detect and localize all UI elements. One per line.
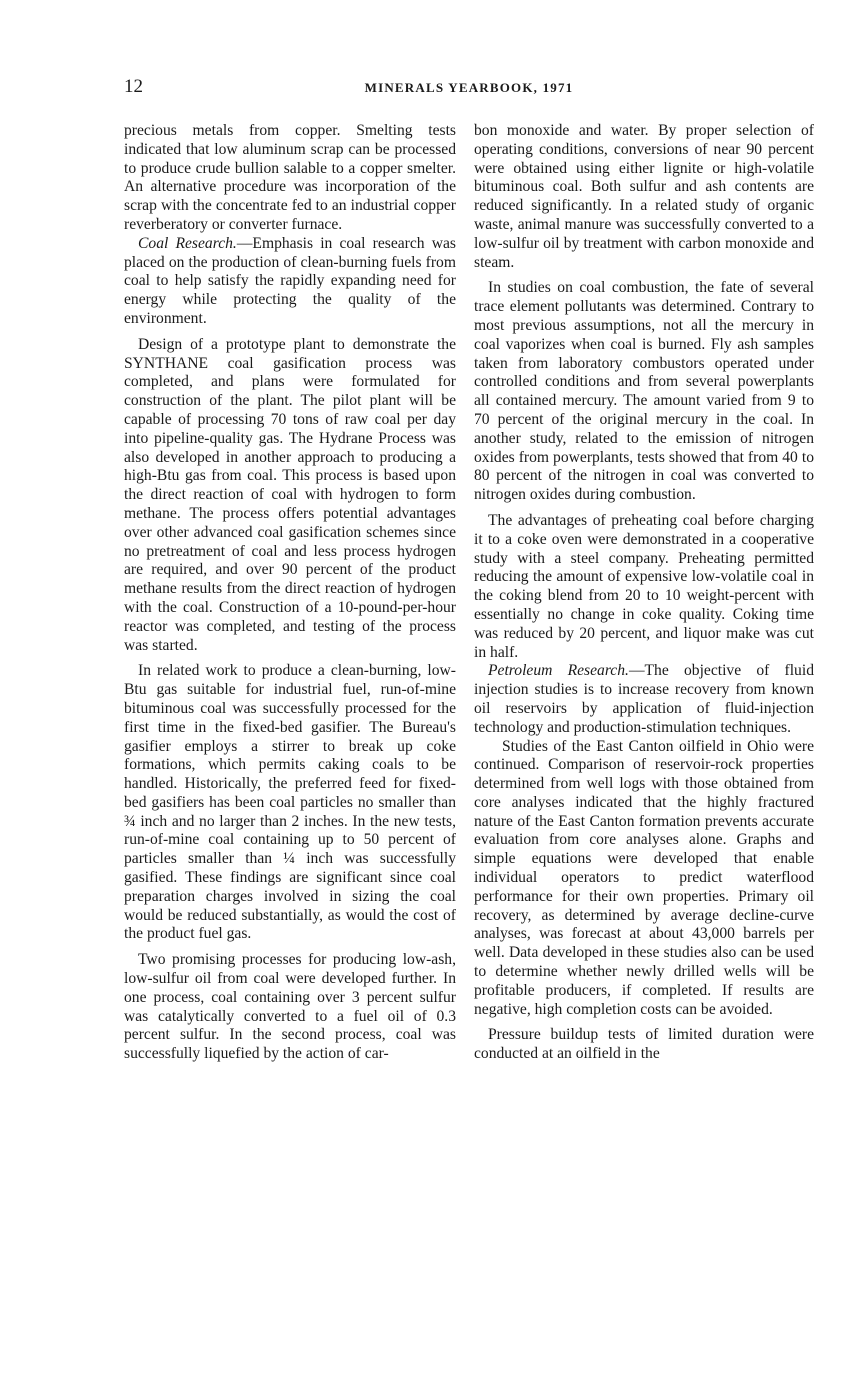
- paragraph-petroleum-research: [474, 662, 814, 737]
- section-heading-petroleum-research: Petroleum Research.: [488, 662, 629, 680]
- page-header: [124, 76, 814, 100]
- paragraph-synthane-prototype: Design of a prototype plant to demonstrate the SYNTHANE coal gasification process was completed, and plans were formulated for construction of the plant. The pilot plant will be capable of processing 70 tons of raw coal per day into pipeline-quality gas. The Hydrane Process was also developed in another approach to producing a high-Btu gas from coal. This process is based upon the direct reaction of coal with hydrogen to form methane. The process offers potential advantages over other advanced coal gasification schemes since no pretreatment of coal and less process hydrogen are required, and over 90 percent of the product methane results from the direct reaction of hydrogen with the coal. Construction of a 10-pound-per-hour reactor was completed, and testing of the process was started.: [124, 335, 456, 654]
- paragraph-coal-research-body: —Emphasis in coal research was placed on the production of clean-burning fuels from coal to help satisfy the rapidly expanding need for energy while protecting the quality of the environment.: [124, 234, 456, 327]
- right-column: [474, 122, 814, 1064]
- paragraph-coal-combustion: In studies on coal combustion, the fate of several trace element pollutants was determined. Contrary to most previous assumptions, not all the mercury in coal vaporizes when coal is burned. Fly ash samples taken from laboratory combustors operated under controlled conditions and from several powerplants all contained mercury. The amount varied from 9 to 70 percent of the original mercury in the coal. In another study, related to the emission of nitrogen oxides from powerplants, tests showed that from 40 to 80 percent of the nitrogen in coal was converted to nitrogen oxides during combustion.: [474, 279, 814, 504]
- paragraph-low-btu-gas: In related work to produce a clean-burning, low-Btu gas suitable for industrial fuel, run-of-mine bituminous coal was successfully processed for the first time in the fixed-bed gasifier. The Bureau's gasifier employs a stirrer to break up coke formations, which permits caking coals to be handled. Historically, the preferred feed for fixed-bed gasifiers has been coal particles no smaller than ¾ inch and no larger than 2 inches. In the new tests, run-of-mine coal containing up to 50 percent of particles smaller than ¼ inch was successfully gasified. These findings are significant since coal preparation charges involved in sizing the coal would be reduced substantially, as would the cost of the product fuel gas.: [124, 662, 456, 943]
- paragraph-east-canton-oilfield: Studies of the East Canton oilfield in Ohio were continued. Comparison of reservoir-rock properties determined from well logs with those obtained from core analyses indicated that the highly fractured nature of the East Canton formation prevents accurate evaluation from core analyses alone. Graphs and simple equations were developed that enable individual operators to predict waterflood performance for their own properties. Primary oil recovery, as determined by average decline-curve analyses, was forecast at about 43,000 barrels per well. Data developed in these studies also can be used to determine whether newly drilled wells will be profitable producers, if completed. If results are negative, high completion costs can be avoided.: [474, 737, 814, 1018]
- paragraph-smelting-scrap: precious metals from copper. Smelting tests indicated that low aluminum scrap can be processed to produce crude bullion salable to a copper smelter. An alternative procedure was incorporation of the scrap with the concentrate fed to an industrial copper reverberatory or converter furnace.: [124, 122, 456, 233]
- paragraph-oil-from-coal: Two promising processes for producing low-ash, low-sulfur oil from coal were developed further. In one process, coal containing over 3 percent sulfur was catalytically converted to a fuel oil of 0.3 percent sulfur. In the second process, coal was successfully liquefied by the action of car-: [124, 951, 456, 1063]
- running-title: MINERALS YEARBOOK, 1971: [364, 80, 574, 95]
- paragraph-coal-research: [124, 235, 456, 329]
- section-heading-coal-research: Coal Research.: [138, 234, 237, 252]
- paragraph-carbon-monoxide-conversion: bon monoxide and water. By proper selection of operating conditions, conversions of near 90 percent were obtained using either lignite or high-volatile bituminous coal. Both sulfur and ash contents are reduced significantly. In a related study of organic waste, animal manure was successfully converted to a low-sulfur oil by treatment with carbon monoxide and steam.: [474, 122, 814, 271]
- page-number: 12: [124, 76, 143, 97]
- paragraph-preheating-coal: The advantages of preheating coal before charging it to a coke oven were demonstrated in a cooperative study with a steel company. Preheating permitted reducing the amount of expensive low-volatile coal in the coking blend from 20 to 10 weight-percent with essentially no change in coke quality. Coking time was reduced by 20 percent, and liquor make was cut in half.: [474, 511, 814, 661]
- paragraph-pressure-buildup: Pressure buildup tests of limited duration were conducted at an oilfield in the: [474, 1026, 814, 1063]
- paragraph-petroleum-research-body: —The objective of fluid injection studies is to increase recovery from known oil reservoirs by application of fluid-injection technology and production-stimulation techniques.: [474, 662, 814, 736]
- left-column: [124, 122, 456, 1064]
